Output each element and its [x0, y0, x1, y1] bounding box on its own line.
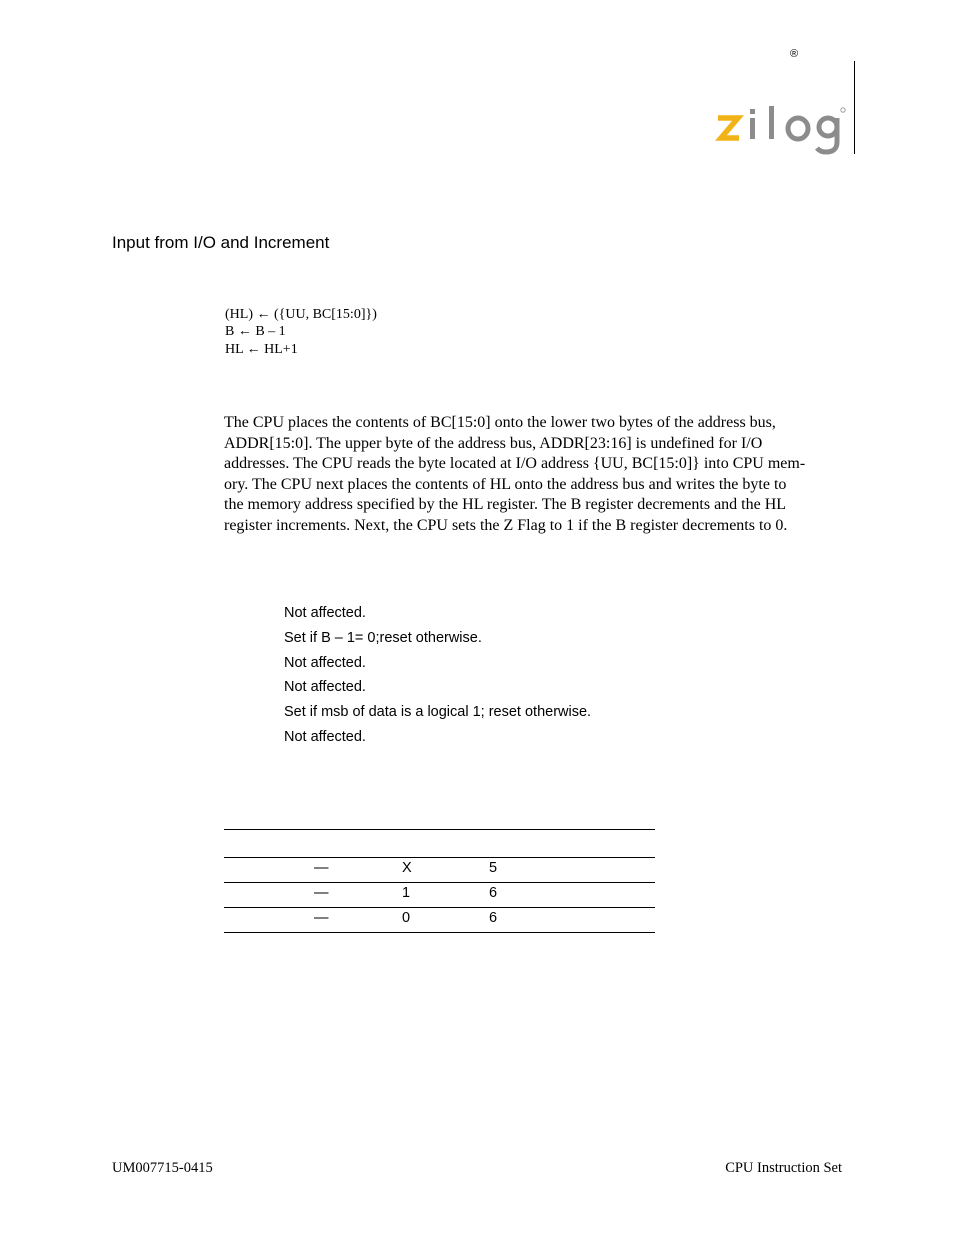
- operation-line: (HL) ← ({UU, BC[15:0]}): [225, 307, 377, 322]
- table-cell: X: [402, 860, 412, 876]
- description-line: register increments. Next, the CPU sets the Z Flag to 1 if the B register decrements to 0.: [224, 516, 788, 534]
- table-cell: —: [314, 885, 329, 901]
- table-rule: [224, 857, 655, 858]
- flag-line: Not affected.: [284, 679, 366, 695]
- description-line: ADDR[15:0]. The upper byte of the address bus, ADDR[23:16] is undefined for I/O: [224, 434, 763, 452]
- operation-line: HL ← HL+1: [225, 342, 298, 357]
- table-cell: —: [314, 910, 329, 926]
- flag-line: Set if B – 1= 0;reset otherwise.: [284, 630, 482, 646]
- table-cell: 6: [489, 885, 498, 901]
- table-cell: —: [314, 860, 329, 876]
- flag-line: Not affected.: [284, 729, 366, 745]
- table-cell: 1: [402, 885, 411, 901]
- flag-line: Set if msb of data is a logical 1; reset otherwise.: [284, 704, 592, 720]
- table-cell: 6: [489, 910, 498, 926]
- header-vertical-rule: [854, 61, 855, 154]
- footer-doc-number: UM007715-0415: [112, 1160, 213, 1176]
- table-rule: [224, 882, 655, 883]
- table-rule: [224, 829, 655, 830]
- description-line: the memory address specified by the HL register. The B register decrements and the HL: [224, 496, 787, 513]
- table-rule: [224, 907, 655, 908]
- description-paragraph: [224, 413, 844, 536]
- description-line: ory. The CPU next places the contents of HL onto the address bus and writes the byte to: [224, 475, 787, 493]
- table-rule: [224, 932, 655, 933]
- description-line: addresses. The CPU reads the byte located at I/O address {UU, BC[15:0]} into CPU mem-: [224, 455, 806, 472]
- operation-line: B ← B – 1: [225, 324, 286, 339]
- zilog-logo-icon: [712, 96, 852, 160]
- footer-section-name: CPU Instruction Set: [725, 1160, 842, 1176]
- flag-line: Not affected.: [284, 605, 366, 621]
- flag-line: Not affected.: [284, 655, 366, 671]
- instruction-table: [224, 829, 655, 934]
- section-title: Input from I/O and Increment: [112, 233, 330, 252]
- registered-trademark: ®: [790, 48, 799, 60]
- table-cell: 0: [402, 910, 411, 926]
- table-cell: 5: [489, 860, 498, 876]
- description-line: The CPU places the contents of BC[15:0] onto the lower two bytes of the address bus,: [224, 414, 776, 431]
